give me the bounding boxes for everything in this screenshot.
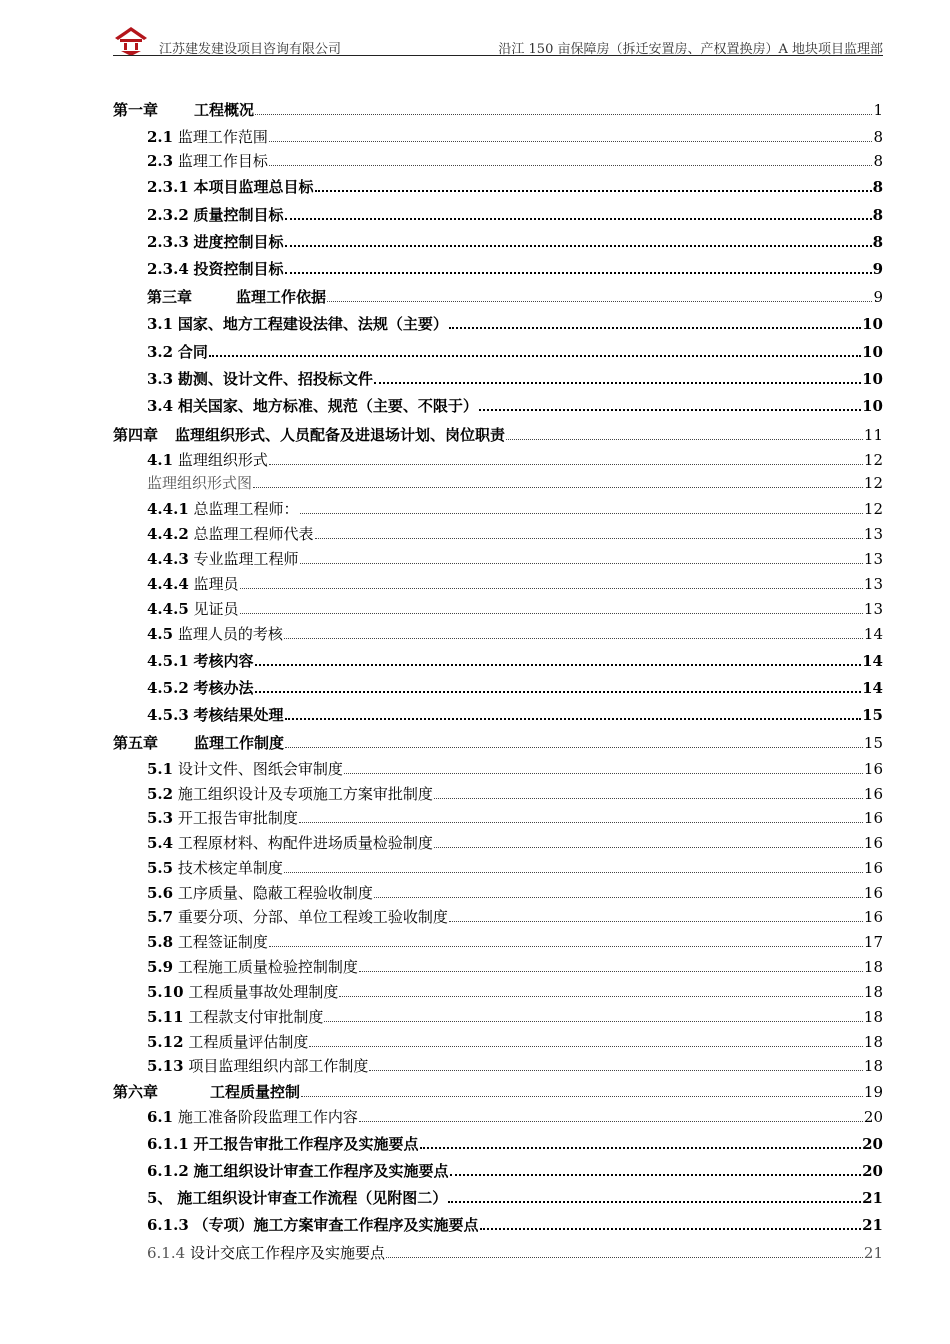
- toc-entry-label: [147, 652, 254, 670]
- toc-entry-title: 考核结果处理: [193, 706, 284, 724]
- toc-leader-dots: [240, 613, 863, 614]
- toc-entry[interactable]: [147, 857, 883, 877]
- toc-entry-label: [147, 760, 343, 778]
- toc-leader-dots: [301, 1096, 863, 1097]
- toc-entry-number: 2.3.4: [147, 260, 189, 278]
- toc-entry[interactable]: [147, 449, 883, 469]
- toc-entry-number: 4.5.2: [147, 679, 189, 697]
- toc-entry-label: [147, 958, 358, 976]
- toc-entry-title: 合同: [177, 343, 208, 361]
- toc-entry-label: [147, 908, 448, 926]
- toc-entry-title: 施工组织设计及专项施工方案审批制度: [177, 785, 433, 803]
- toc-entry-label: [147, 1108, 358, 1126]
- toc-entry-page: 11: [863, 426, 883, 444]
- toc-entry-title: 工程原材料、构配件进场质量检验制度: [177, 834, 433, 852]
- toc-entry-page: 18: [863, 1008, 883, 1026]
- toc-leader-dots: [315, 538, 863, 539]
- toc-entry-title: 开工报告审批制度: [177, 809, 298, 827]
- toc-entry-page: 21: [863, 1244, 883, 1262]
- toc-entry-label: [147, 1216, 479, 1234]
- toc-entry[interactable]: [147, 1242, 883, 1262]
- toc-entry-page: 19: [863, 1083, 883, 1101]
- toc-entry-label: [147, 625, 283, 643]
- toc-entry-label: [147, 152, 268, 170]
- toc-entry[interactable]: [147, 341, 883, 361]
- toc-entry-label: [147, 1189, 447, 1207]
- toc-leader-dots: [269, 464, 863, 465]
- toc-entry-title: 工程质量评估制度: [188, 1033, 309, 1051]
- toc-entry[interactable]: [113, 99, 883, 119]
- toc-entry-page: 18: [863, 1057, 883, 1075]
- toc-entry-page: 16: [863, 809, 883, 827]
- toc-entry-title: 相关国家、地方标准、规范（主要、不限于）: [177, 397, 478, 415]
- toc-entry-page: 14: [863, 625, 883, 643]
- toc-entry-number: 5.2: [147, 785, 174, 803]
- toc-entry-label: [147, 575, 239, 593]
- toc-entry-title: 施工准备阶段监理工作内容: [177, 1108, 358, 1126]
- toc-leader-dots: [420, 1147, 862, 1149]
- toc-entry-title: 国家、地方工程建设法律、法规（主要）: [177, 315, 448, 333]
- toc-entry-page: 17: [863, 933, 883, 951]
- toc-leader-dots: [369, 1070, 863, 1071]
- toc-entry-number: 2.1: [147, 128, 174, 146]
- toc-entry[interactable]: [147, 931, 883, 951]
- toc-entry-page: 15: [862, 706, 883, 724]
- toc-leader-dots: [324, 1021, 863, 1022]
- toc-entry-page: 8: [872, 178, 883, 196]
- toc-entry-number: 3.4: [147, 397, 174, 415]
- toc-leader-dots: [450, 1174, 862, 1176]
- toc-entry[interactable]: [147, 1055, 883, 1075]
- toc-entry[interactable]: [147, 758, 883, 778]
- toc-entry-page: 16: [863, 834, 883, 852]
- toc-entry-label: [113, 426, 505, 444]
- toc-entry[interactable]: [147, 150, 883, 170]
- toc-entry[interactable]: [147, 832, 883, 852]
- toc-entry-label: [147, 1244, 385, 1262]
- toc-entry[interactable]: [147, 313, 883, 333]
- toc-entry-page: 12: [863, 500, 883, 518]
- toc-entry-number: 第一章: [113, 101, 159, 119]
- toc-entry-label: [147, 474, 252, 492]
- toc-leader-dots: [309, 1046, 863, 1047]
- toc-entry[interactable]: [147, 472, 883, 492]
- toc-entry-number: 3.1: [147, 315, 174, 333]
- toc-entry[interactable]: [147, 204, 883, 224]
- toc-entry[interactable]: [147, 523, 883, 543]
- toc-entry-label: [147, 315, 448, 333]
- toc-entry-number: 5.12: [147, 1033, 184, 1051]
- toc-entry-page: 16: [863, 785, 883, 803]
- toc-entry[interactable]: [147, 258, 883, 278]
- toc-entry[interactable]: [113, 1081, 883, 1101]
- toc-entry-label: [147, 260, 284, 278]
- toc-entry-label: [113, 101, 254, 119]
- toc-entry-page: 15: [863, 734, 883, 752]
- toc-entry-label: [147, 288, 326, 306]
- toc-entry-number: 5.3: [147, 809, 174, 827]
- toc-entry-number: 5.11: [147, 1008, 184, 1026]
- toc-entry-label: [147, 206, 284, 224]
- toc-entry-label: [147, 679, 254, 697]
- toc-entry-number: 6.1: [147, 1108, 174, 1126]
- toc-entry[interactable]: [147, 650, 883, 670]
- page-header: [113, 26, 883, 56]
- toc-entry-label: [147, 884, 373, 902]
- toc-entry-page: 20: [862, 1135, 883, 1153]
- toc-entry-page: 8: [873, 128, 883, 146]
- toc-entry-page: 10: [862, 397, 883, 415]
- toc-entry-page: 12: [863, 474, 883, 492]
- toc-leader-dots: [209, 355, 861, 357]
- toc-entry-label: [147, 1033, 308, 1051]
- toc-leader-dots: [255, 664, 862, 666]
- toc-entry-title: 勘测、设计文件、招投标文件: [177, 370, 373, 388]
- toc-entry[interactable]: [147, 1106, 883, 1126]
- toc-entry[interactable]: [147, 1214, 883, 1234]
- toc-leader-dots: [374, 382, 861, 384]
- toc-entry-page: 16: [863, 859, 883, 877]
- toc-entry[interactable]: [147, 598, 883, 618]
- toc-entry[interactable]: [147, 1006, 883, 1026]
- toc-entry[interactable]: [147, 573, 883, 593]
- toc-leader-dots: [359, 1121, 863, 1122]
- toc-leader-dots: [300, 513, 863, 514]
- toc-entry-label: [147, 525, 314, 543]
- toc-entry-page: 20: [863, 1108, 883, 1126]
- toc-entry-number: 4.4.5: [147, 600, 189, 618]
- toc-entry-label: [147, 128, 268, 146]
- toc-entry-title: 项目监理组织内部工作制度: [188, 1057, 369, 1075]
- toc-entry-label: [147, 233, 284, 251]
- toc-entry-title: 施工组织设计审查工作程序及实施要点: [193, 1162, 449, 1180]
- toc-leader-dots: [285, 747, 863, 748]
- company-logo-icon: [113, 26, 149, 56]
- toc-leader-dots: [285, 245, 872, 247]
- toc-entry-title: 工程质量事故处理制度: [188, 983, 339, 1001]
- toc-entry-page: 10: [862, 370, 883, 388]
- toc-entry-page: 8: [872, 206, 883, 224]
- toc-entry-title: 考核内容: [193, 652, 254, 670]
- toc-entry-label: [147, 859, 283, 877]
- toc-leader-dots: [449, 327, 861, 329]
- toc-entry-number: 第三章: [147, 288, 193, 306]
- toc-entry-title: 工程款支付审批制度: [188, 1008, 324, 1026]
- toc-entry-label: [147, 706, 284, 724]
- toc-entry[interactable]: [113, 732, 883, 752]
- toc-entry-title: 进度控制目标: [193, 233, 284, 251]
- toc-leader-dots: [284, 872, 863, 873]
- toc-entry-page: 10: [862, 343, 883, 361]
- toc-entry-label: [147, 397, 478, 415]
- toc-entry-page: 21: [862, 1189, 883, 1207]
- toc-entry-title: 投资控制目标: [193, 260, 284, 278]
- toc-entry-title: 工程施工质量检验控制制度: [177, 958, 358, 976]
- toc-entry-page: 14: [862, 652, 883, 670]
- toc-entry-page: 16: [863, 908, 883, 926]
- toc-leader-dots: [479, 409, 861, 411]
- toc-entry-page: 13: [863, 600, 883, 618]
- toc-entry-label: [113, 1083, 300, 1101]
- toc-entry-title: 工程签证制度: [177, 933, 268, 951]
- toc-entry[interactable]: [147, 498, 883, 518]
- toc-entry[interactable]: [147, 395, 883, 415]
- toc-entry-page: 14: [862, 679, 883, 697]
- toc-entry-number: 4.4.4: [147, 575, 189, 593]
- toc-entry-number: 5.6: [147, 884, 174, 902]
- toc-entry-title: 质量控制目标: [193, 206, 284, 224]
- toc-leader-dots: [240, 588, 863, 589]
- toc-entry-title: 考核办法: [193, 679, 254, 697]
- toc-entry-title: 施工组织设计审查工作流程（见附图二）: [177, 1189, 448, 1207]
- toc-entry-title: 监理工作范围: [177, 128, 268, 146]
- toc-entry[interactable]: [147, 231, 883, 251]
- toc-entry-page: 8: [872, 233, 883, 251]
- toc-entry-page: 1: [873, 101, 883, 119]
- toc-entry-page: 13: [863, 575, 883, 593]
- toc-entry-number: 4.5.1: [147, 652, 189, 670]
- toc-entry-title: 监理组织形式图: [147, 474, 253, 492]
- toc-entry-page: 18: [863, 983, 883, 1001]
- toc-entry-title: 技术核定单制度: [177, 859, 283, 877]
- toc-entry-label: [147, 600, 239, 618]
- toc-entry-label: [147, 785, 433, 803]
- toc-entry-title: 监理人员的考核: [177, 625, 283, 643]
- toc-entry-number: 2.3: [147, 152, 174, 170]
- toc-entry[interactable]: [147, 956, 883, 976]
- toc-leader-dots: [269, 946, 863, 947]
- toc-leader-dots: [253, 487, 863, 488]
- toc-entry-number: 第五章: [113, 734, 159, 752]
- toc-leader-dots: [448, 1201, 861, 1203]
- toc-entry-page: 9: [873, 288, 883, 306]
- toc-entry-number: 第六章: [113, 1083, 159, 1101]
- toc-leader-dots: [269, 141, 873, 142]
- toc-entry-number: 5.10: [147, 983, 184, 1001]
- toc-entry[interactable]: [147, 981, 883, 1001]
- toc-entry-number: 5、: [147, 1189, 173, 1207]
- toc-entry-label: [147, 1057, 368, 1075]
- toc-entry-number: 6.1.1: [147, 1135, 189, 1153]
- toc-entry-label: [113, 734, 284, 752]
- toc-entry-number: 2.3.2: [147, 206, 189, 224]
- toc-leader-dots: [359, 971, 863, 972]
- toc-entry[interactable]: [147, 176, 883, 196]
- toc-leader-dots: [269, 165, 873, 166]
- toc-entry-number: 6.1.4: [147, 1244, 186, 1262]
- toc-leader-dots: [386, 1257, 863, 1258]
- toc-leader-dots: [344, 773, 863, 774]
- toc-entry-label: [147, 1008, 323, 1026]
- toc-entry[interactable]: [147, 368, 883, 388]
- toc-entry-title: 监理工作目标: [177, 152, 268, 170]
- toc-entry-number: 5.7: [147, 908, 174, 926]
- toc-entry-title: 重要分项、分部、单位工程竣工验收制度: [177, 908, 448, 926]
- toc-entry-number: 5.5: [147, 859, 174, 877]
- toc-entry-label: [147, 834, 433, 852]
- toc-entry-title: 工程概况: [194, 101, 255, 119]
- toc-entry-title: 总监理工程师代表: [193, 525, 314, 543]
- toc-entry-title: 专业监理工程师: [193, 550, 299, 568]
- toc-leader-dots: [284, 638, 863, 639]
- toc-entry-title: 工序质量、隐蔽工程验收制度: [177, 884, 373, 902]
- toc-entry-number: 2.3.3: [147, 233, 189, 251]
- toc-entry[interactable]: [147, 783, 883, 803]
- toc-entry[interactable]: [147, 1187, 883, 1207]
- toc-entry[interactable]: [147, 548, 883, 568]
- toc-entry-page: 13: [863, 550, 883, 568]
- header-rule: [113, 55, 883, 56]
- toc-entry-title: 监理组织形式、人员配备及进退场计划、岗位职责: [175, 426, 506, 444]
- toc-entry-number: 4.4.1: [147, 500, 189, 518]
- toc-entry[interactable]: [147, 677, 883, 697]
- toc-entry-page: 21: [862, 1216, 883, 1234]
- toc-entry[interactable]: [147, 286, 883, 306]
- toc-entry-number: 4.1: [147, 451, 174, 469]
- toc-leader-dots: [339, 996, 863, 997]
- toc-entry[interactable]: [147, 882, 883, 902]
- toc-leader-dots: [506, 439, 863, 440]
- toc-leader-dots: [449, 921, 863, 922]
- toc-leader-dots: [327, 301, 872, 302]
- toc-entry-label: [147, 809, 298, 827]
- toc-entry-page: 8: [873, 152, 883, 170]
- toc-entry-label: [147, 983, 338, 1001]
- toc-entry[interactable]: [147, 1133, 883, 1153]
- toc-entry-label: [147, 500, 299, 518]
- toc-entry-number: 2.3.1: [147, 178, 189, 196]
- toc-entry-label: [147, 178, 314, 196]
- toc-entry-number: 第四章: [113, 426, 159, 444]
- toc-entry-title: 监理工作制度: [194, 734, 285, 752]
- toc-entry[interactable]: [113, 424, 883, 444]
- toc-entry-title: 总监理工程师：: [193, 500, 299, 518]
- toc-entry-title: 监理员: [193, 575, 239, 593]
- toc-entry-number: 4.5.3: [147, 706, 189, 724]
- toc-entry-label: [147, 933, 268, 951]
- toc-entry-number: 5.8: [147, 933, 174, 951]
- toc-entry-number: 4.5: [147, 625, 174, 643]
- toc-entry-number: 5.13: [147, 1057, 184, 1075]
- toc-entry-number: 3.2: [147, 343, 174, 361]
- toc-entry-page: 12: [863, 451, 883, 469]
- toc-leader-dots: [285, 272, 872, 274]
- company-name: 江苏建发建设项目咨询有限公司: [159, 42, 342, 57]
- toc-leader-dots: [480, 1228, 862, 1230]
- toc-entry-title: 设计文件、图纸会审制度: [177, 760, 343, 778]
- toc-leader-dots: [255, 114, 872, 115]
- toc-entry-number: 5.9: [147, 958, 174, 976]
- toc-entry[interactable]: [147, 1031, 883, 1051]
- toc-entry-page: 13: [863, 525, 883, 543]
- toc-entry[interactable]: [147, 623, 883, 643]
- toc-entry-page: 18: [863, 1033, 883, 1051]
- toc-entry-label: [147, 370, 373, 388]
- toc-entry-title: 监理组织形式: [177, 451, 268, 469]
- toc-leader-dots: [285, 218, 872, 220]
- toc-entry-page: 16: [863, 884, 883, 902]
- toc-entry-number: 6.1.2: [147, 1162, 189, 1180]
- toc-entry-number: 4.4.3: [147, 550, 189, 568]
- toc-entry-title: 工程质量控制: [210, 1083, 301, 1101]
- toc-entry-title: （专项）施工方案审查工作程序及实施要点: [193, 1216, 479, 1234]
- toc-entry-number: 6.1.3: [147, 1216, 189, 1234]
- toc-entry-page: 20: [862, 1162, 883, 1180]
- toc-entry-title: 开工报告审批工作程序及实施要点: [193, 1135, 419, 1153]
- toc-entry[interactable]: [147, 906, 883, 926]
- toc-entry[interactable]: [147, 704, 883, 724]
- toc-entry-number: 5.1: [147, 760, 174, 778]
- toc-leader-dots: [285, 718, 862, 720]
- toc-entry-title: 监理工作依据: [236, 288, 327, 306]
- toc-entry-page: 18: [863, 958, 883, 976]
- toc-leader-dots: [434, 798, 863, 799]
- toc-entry-label: [147, 1162, 449, 1180]
- toc-entry-page: 10: [862, 315, 883, 333]
- toc-leader-dots: [255, 691, 862, 693]
- toc-entry[interactable]: [147, 1160, 883, 1180]
- toc-entry-title: 设计交底工作程序及实施要点: [189, 1244, 385, 1262]
- toc-entry-label: [147, 451, 268, 469]
- toc-entry-number: 5.4: [147, 834, 174, 852]
- toc-entry[interactable]: [147, 126, 883, 146]
- toc-entry-page: 16: [863, 760, 883, 778]
- toc-leader-dots: [374, 897, 863, 898]
- toc-leader-dots: [315, 190, 872, 192]
- toc-leader-dots: [299, 822, 863, 823]
- toc-entry-number: 4.4.2: [147, 525, 189, 543]
- toc-entry-number: 3.3: [147, 370, 174, 388]
- toc-leader-dots: [434, 847, 863, 848]
- toc-entry-label: [147, 1135, 419, 1153]
- toc-entry-label: [147, 550, 299, 568]
- project-name: 沿江 150 亩保障房（拆迁安置房、产权置换房）A 地块项目监理部: [498, 42, 883, 57]
- toc-entry-label: [147, 343, 208, 361]
- toc-entry-title: 见证员: [193, 600, 239, 618]
- toc-entry[interactable]: [147, 807, 883, 827]
- toc-entry-page: 9: [872, 260, 883, 278]
- toc-entry-title: 本项目监理总目标: [193, 178, 314, 196]
- toc-leader-dots: [300, 563, 863, 564]
